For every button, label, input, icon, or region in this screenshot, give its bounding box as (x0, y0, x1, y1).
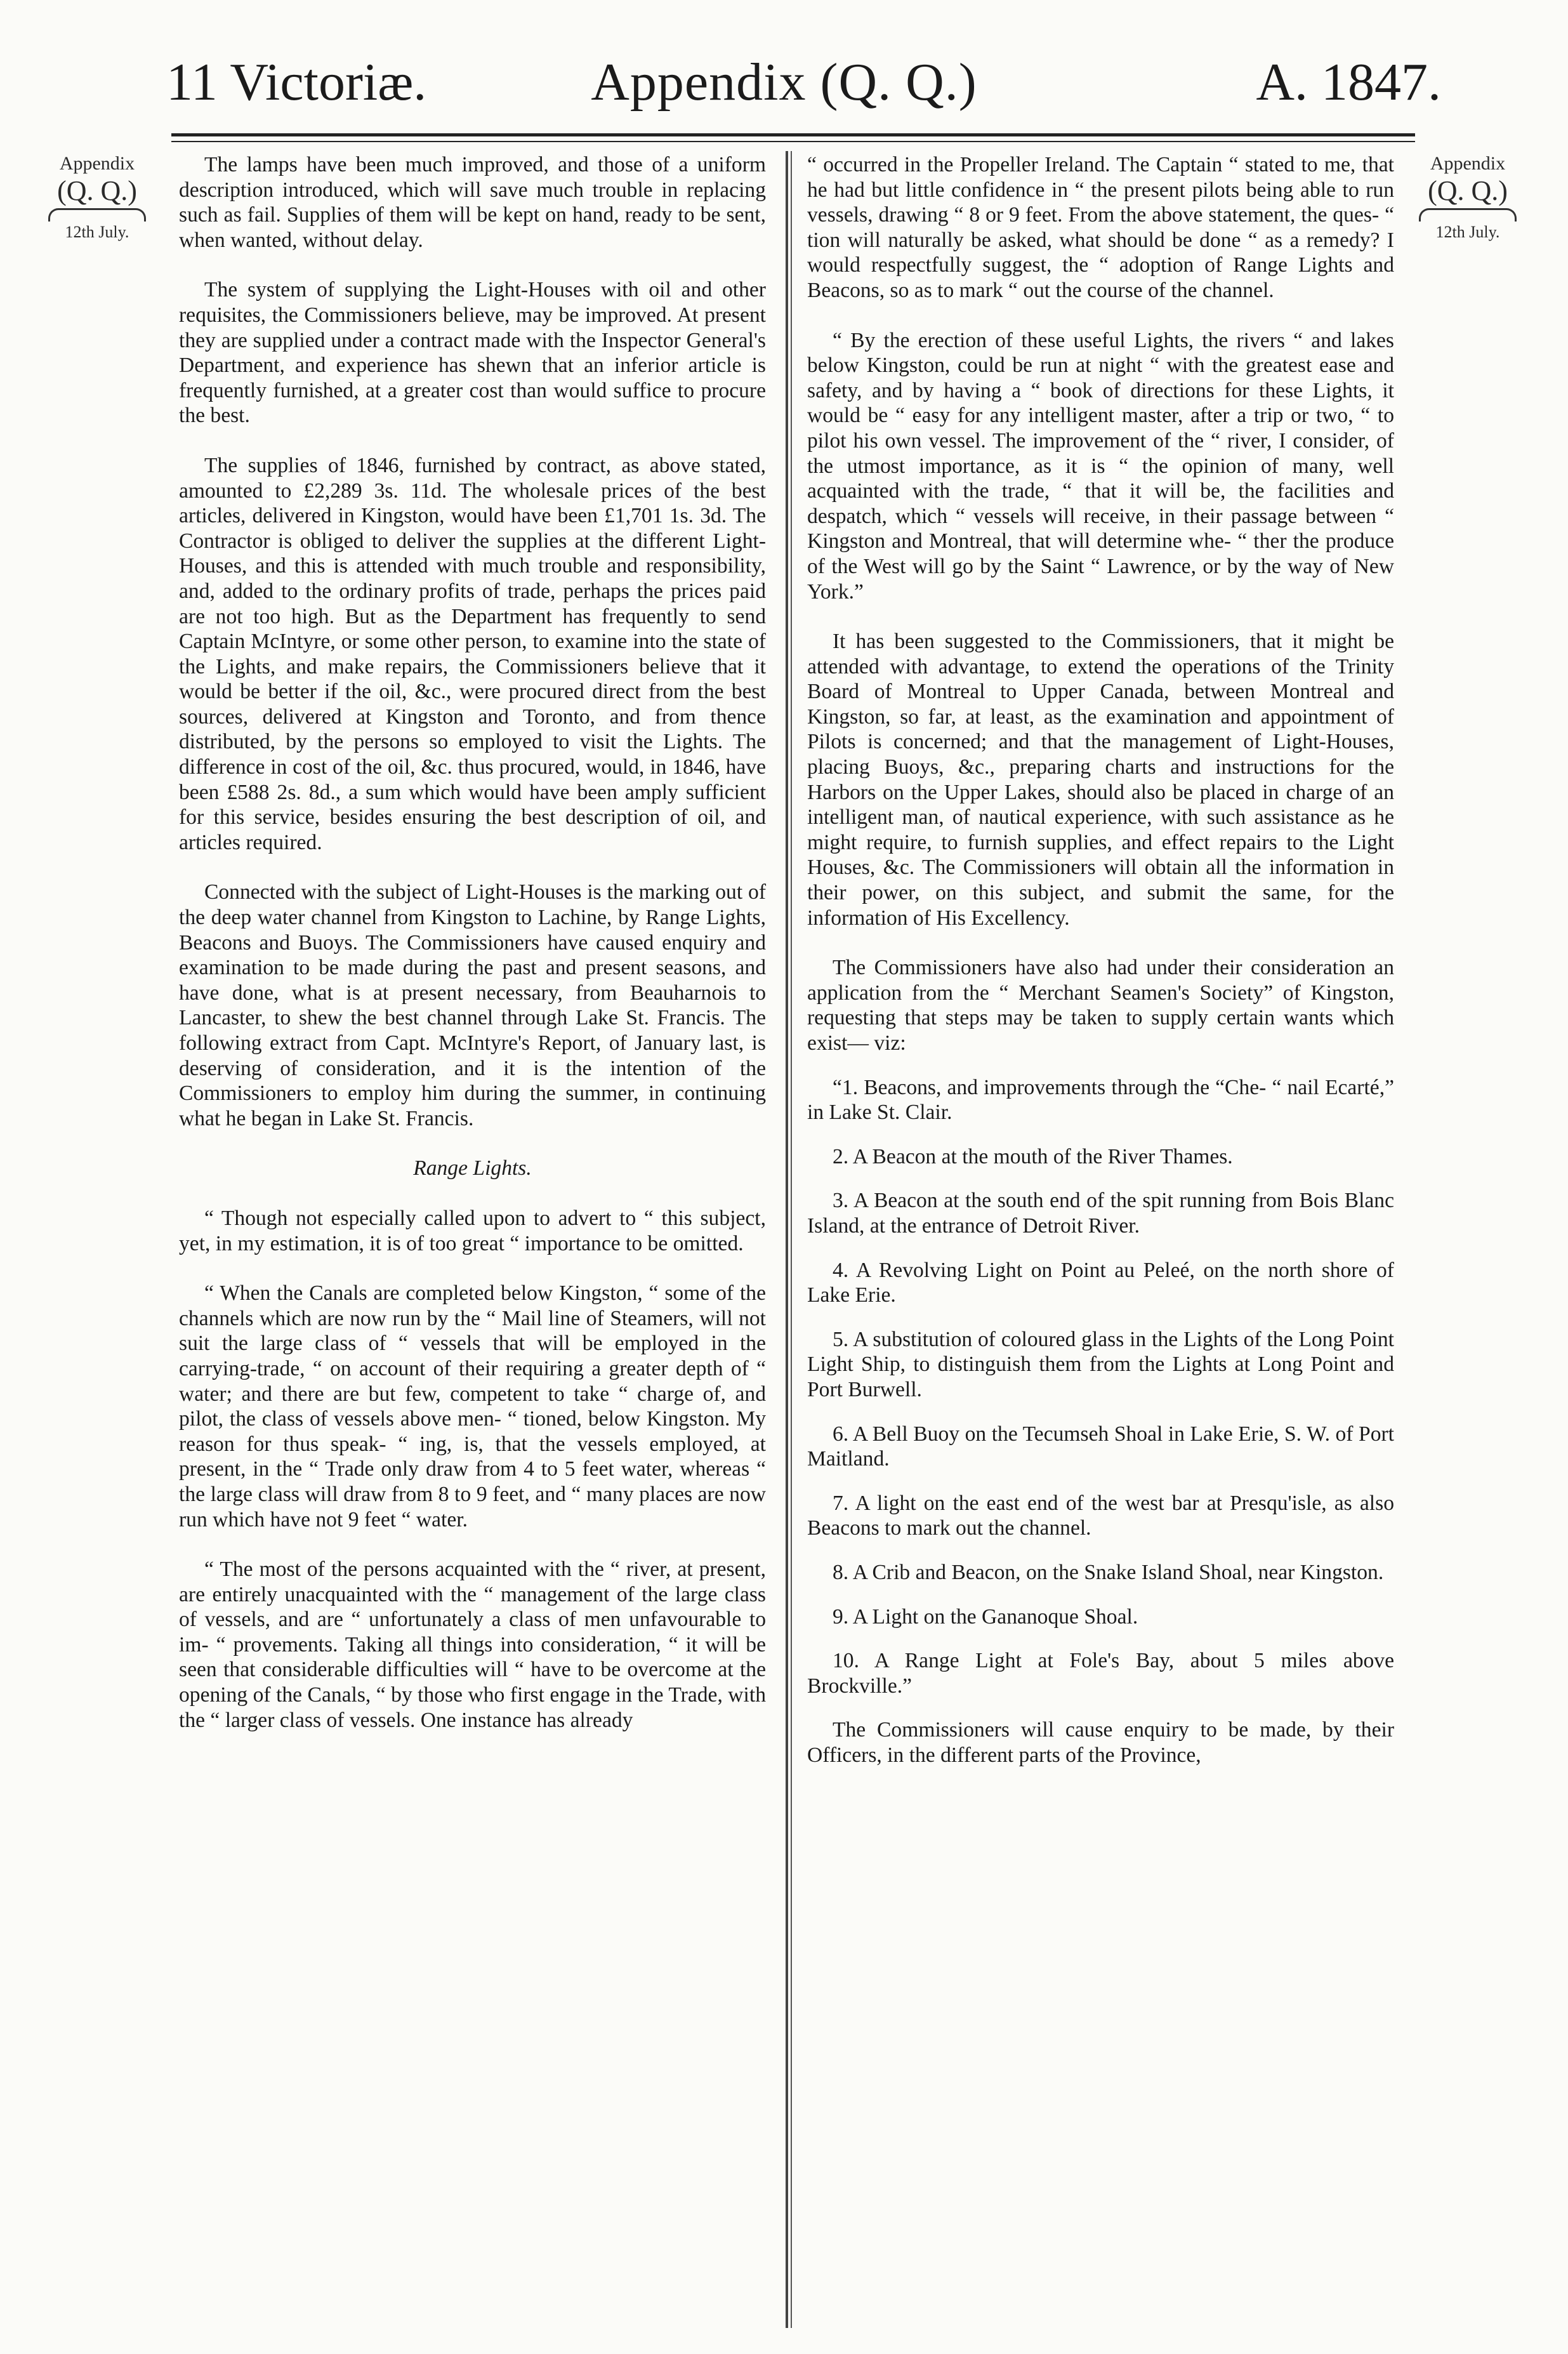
column-divider (786, 151, 788, 2328)
list-item: 5. A substitution of coloured glass in the Lights of the Long Point Light Ship, to distinguish them from the Lights at Long Point and Port Burwell. (807, 1327, 1394, 1401)
section-heading: Range Lights. (413, 1156, 532, 1180)
list-item: 2. A Beacon at the mouth of the River Thames. (833, 1144, 1233, 1168)
column-divider-inner (791, 151, 792, 2328)
paragraph: It has been suggested to the Commissioners, that it might be attended with advantage, to extend the operations of the Trinity Board of Montreal to Upper Canada, between Montreal and Kingston, so far, at least, as the examination and appointment of Pilots is concerned; and that the management of Light-Houses, placing Buoys, &c., preparing charts and instructions for the Harbors on the Upper Lakes, should also be placed in charge of an intelligent man, of nautical experience, with such assistance as he might require, to furnish supplies, and effect repairs to the Light Houses, &c. The Commissioners will obtain all the information in their power, on this subject, and submit the same, for the information of His Excellency. (807, 630, 1394, 930)
header-rule-thick (171, 133, 1415, 136)
paragraph: The Commissioners have also had under their consideration an application from the “ Merchant Seamen's Society” of Kingston, requesting that steps may be taken to supply certain wants which exist— viz: (807, 956, 1394, 1055)
page-header (0, 25, 1568, 114)
margin-note-left (43, 152, 151, 243)
paragraph: The Commissioners will cause enquiry to be made, by their Officers, in the different parts of the Province, (807, 1718, 1394, 1767)
quote-paragraph: “ occurred in the Propeller Ireland. The Captain “ stated to me, that he had but little confidence in “ the present pilots being able to run vessels, drawing “ 8 or 9 feet. From the above statement, the ques- “ tion will naturally be asked, what should be done “ as a remedy? I would respectfully suggest, the “ adoption of Range Lights and Beacons, so as to mark “ out the course of the channel. (807, 153, 1394, 302)
paragraph: Connected with the subject of Light-Houses is the marking out of the deep water channel from Kingston to Lachine, by Range Lights, Beacons and Buoys. The Commissioners have caused enquiry and examination to be made during the past and present seasons, and have done, what is at present necessary, from Beauharnois to Lancaster, to shew the best channel through Lake St. Francis. The following extract from Capt. McIntyre's Report, of January last, is deserving of consideration, and it is the intention of the Commissioners to employ him during the summer, in continuing what he began in Lake St. Francis. (179, 880, 766, 1130)
margin-date: 12th July. (65, 223, 129, 241)
margin-note-right (1414, 152, 1522, 243)
list-item: 4. A Revolving Light on Point au Peleé, on the north shore of Lake Erie. (807, 1258, 1394, 1307)
margin-qq-label: (Q. Q.) (1428, 175, 1508, 206)
list-item: 6. A Bell Buoy on the Tecumseh Shoal in Lake Erie, S. W. of Port Maitland. (807, 1422, 1394, 1471)
quote-paragraph: “ By the erection of these useful Lights, the rivers “ and lakes below Kingston, could be run at night “ with the greatest ease and safety, and by having a “ book of directions for these Lights, it would be “ easy for any intelligent master, after a trip or two, “ to pilot his own vessel. The improvement of the “ river, I consider, of the utmost importance, as it is “ the opinion of many, well acquainted with the trade, “ that it will be, the facilities and despatch, which “ vessels will receive, in their passage between “ Kingston and Montreal, that will determine whe- “ ther the produce of the West will go by the Saint “ Lawrence, or by the way of New York.” (807, 328, 1394, 604)
margin-appendix-label: Appendix (1430, 153, 1506, 174)
list-item: 10. A Range Light at Fole's Bay, about 5 miles above Brockville.” (807, 1649, 1394, 1698)
paragraph: The supplies of 1846, furnished by contract, as above stated, amounted to £2,289 3s. 11d. The wholesale prices of the best articles, delivered in Kingston, would have been £1,701 1s. 3d. The Contractor is obliged to deliver the supplies at the different Light-Houses, and this is attended with much trouble and responsibility, and, added to the ordinary profits of trade, perhaps the prices paid are not too high. But as the Department has frequently to send Captain McIntyre, or some other person, to examine into the state of the Lights, and make repairs, the Commissioners believe that it would be better if the oil, &c., were procured direct from the best sources, delivered at Kingston and Toronto, and from thence distributed, by the persons so employed to visit the Lights. The difference in cost of the oil, &c. thus procured, would, in 1846, have been £588 2s. 8d., a sum which would have been amply sufficient for this service, besides ensuring the best description of oil, and articles required. (179, 453, 766, 854)
header-rule-thin (171, 141, 1415, 142)
paragraph: The system of supplying the Light-Houses with oil and other requisites, the Commissioners believe, may be improved. At present they are supplied under a contract made with the Inspector General's Department, and experience has shewn that an inferior article is frequently furnished, at a greater cost than would suffice to procure the best. (179, 278, 766, 428)
margin-brace (48, 208, 146, 222)
quote-paragraph: “ The most of the persons acquainted with the “ river, at present, are entirely unacquainted with the “ management of the large class of vessels, and are “ unfortunately a class of men unfavourable to im- “ provements. Taking all things into consideration, “ it will be seen that considerable difficulties will “ have to be overcome at the opening of the Canals, “ by those who first engage in the Trade, with the “ larger class of vessels. One instance has already (179, 1557, 766, 1732)
list-item: 8. A Crib and Beacon, on the Snake Island Shoal, near Kingston. (833, 1560, 1384, 1584)
margin-qq-label: (Q. Q.) (57, 175, 137, 206)
header-regnal-year: 11 Victoriæ. (166, 53, 427, 112)
margin-appendix-label: Appendix (59, 153, 135, 174)
right-column (807, 152, 1394, 1768)
header-year: A. 1847. (1256, 53, 1441, 112)
quote-paragraph: “ When the Canals are completed below Kingston, “ some of the channels which are now run by the “ Mail line of Steamers, will not suit the large class of “ vessels that will be employed in the carrying-trade, “ on account of their requiring a greater depth of “ water; and there are but few, competent to take “ charge of, and pilot, the class of vessels above men- “ tioned, below Kingston. My reason for thus speak- “ ing, is, that the vessels employed, at present, in the “ Trade only draw from 4 to 5 feet water, whereas “ the large class will draw from 8 to 9 feet, and “ many places are now run which have not 9 feet “ water. (179, 1281, 766, 1531)
margin-date: 12th July. (1435, 223, 1500, 241)
list-item: “1. Beacons, and improvements through the “Che- “ nail Ecarté,” in Lake St. Clair. (807, 1075, 1394, 1125)
margin-brace (1419, 208, 1517, 222)
quote-paragraph: “ Though not especially called upon to advert to “ this subject, yet, in my estimation, it is of too great “ importance to be omitted. (179, 1206, 766, 1255)
paragraph: The lamps have been much improved, and those of a uniform description introduced, which will save much trouble in replacing such as fail. Supplies of them will be kept on hand, ready to be sent, when wanted, without delay. (179, 153, 766, 252)
list-item: 7. A light on the east end of the west bar at Presqu'isle, as also Beacons to mark out the channel. (807, 1491, 1394, 1540)
list-item: 9. A Light on the Gananoque Shoal. (833, 1604, 1138, 1629)
left-column (179, 152, 766, 1733)
list-item: 3. A Beacon at the south end of the spit running from Bois Blanc Island, at the entrance of Detroit River. (807, 1189, 1394, 1238)
header-appendix-title: Appendix (Q. Q.) (591, 53, 977, 112)
